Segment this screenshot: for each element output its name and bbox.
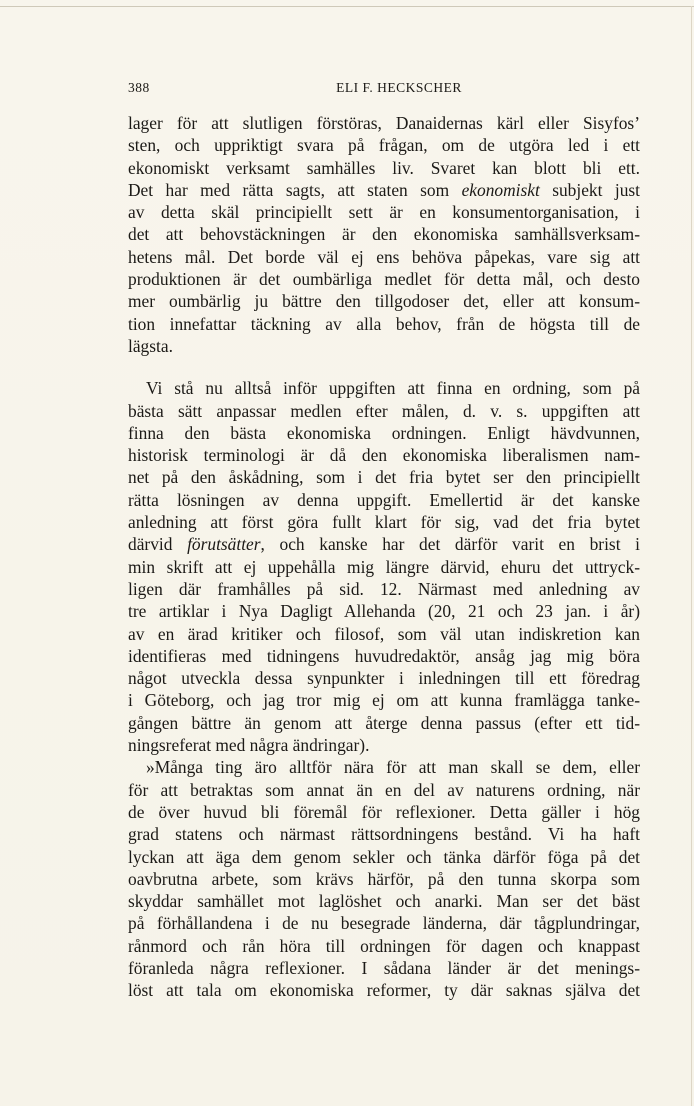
paragraph-2: [128, 377, 640, 756]
text-line: »Många ting äro alltför nära för att man skall se dem, eller: [146, 757, 640, 778]
body-text: [128, 112, 640, 1002]
page-header: [128, 80, 640, 100]
running-head: ELI F. HECKSCHER: [336, 80, 462, 95]
page-top-edge: [0, 6, 694, 7]
text-line: hetens mål. Det borde väl ej ens behöva påpekas, vare sig att: [128, 246, 640, 267]
text-line: finna den bästa ekonomiska ordningen. Enligt hävdvunnen,: [128, 422, 640, 443]
text-line: historisk terminologi är då den ekonomiska liberalismen nam-: [128, 445, 640, 466]
text-line: grad statens och närmast rättsordningens bestånd. Vi ha haft: [128, 824, 640, 845]
text-line: av en ärad kritiker och filosof, som väl utan indiskretion kan: [128, 623, 640, 644]
page-right-edge: [691, 6, 692, 1106]
text-line: tion innefattar täckning av alla behov, från de högsta till de: [128, 313, 640, 334]
text-line: Vi stå nu alltså inför uppgiften att finna en ordning, som på: [146, 378, 640, 399]
text-line: lägsta.: [128, 335, 173, 356]
text-line: net på den åskådning, som i det fria bytet ser den principiellt: [128, 467, 640, 488]
paragraph-gap: [128, 357, 640, 377]
text-run: därvid: [128, 534, 188, 555]
text-line: något utveckla dessa synpunkter i inledningen till ett föredrag: [128, 668, 640, 689]
text-line: tre artiklar i Nya Dagligt Allehanda (20, 21 och 23 jan. i år): [128, 601, 640, 622]
paragraph-3: [128, 756, 640, 1001]
text-line: rånmord och rån höra till ordningen för dagen och knappast: [128, 935, 640, 956]
text-line: sten, och uppriktigt svara på frågan, om de utgöra led i ett: [128, 135, 640, 156]
text-line: löst att tala om ekonomiska reformer, ty där saknas själva det: [128, 980, 640, 1001]
text-line: rätta lösningen av denna uppgift. Emellertid är det kanske: [128, 489, 640, 510]
text-line: för att betraktas som annat än en del av naturens ordning, när: [128, 779, 640, 800]
text-line: i Göteborg, och jag tror mig ej om att kunna framlägga tanke-: [128, 690, 640, 711]
text-line: anledning att först göra fullt klart för sig, vad det fria bytet: [128, 512, 640, 533]
text-line: [128, 533, 640, 555]
text-line: gången bättre än genom att återge denna passus (efter ett tid-: [128, 712, 640, 733]
text-line: av detta skäl principiellt sett är en konsumentorganisation, i: [128, 202, 640, 223]
text-line: ekonomiskt verksamt samhälles liv. Svaret kan blott bli ett.: [128, 157, 640, 178]
text-line: min skrift att ej uppehålla mig längre därvid, ehuru det uttryck-: [128, 556, 640, 577]
text-line: produktionen är det oumbärliga medlet för detta mål, och desto: [128, 269, 640, 290]
text-line: ningsreferat med några ändringar).: [128, 735, 370, 756]
text-line: skyddar samhället mot laglöshet och anarki. Man ser det bäst: [128, 891, 640, 912]
text-line: [128, 179, 640, 201]
text-run: subjekt just: [539, 179, 640, 200]
text-line: det att behovstäckningen är den ekonomiska samhällsverksam-: [128, 224, 640, 245]
text-line: lager för att slutligen förstöras, Danaidernas kärl eller Sisyfos’: [128, 113, 640, 133]
page-number: 388: [128, 80, 150, 95]
italic-term: förutsätter: [187, 534, 261, 555]
italic-term: ekonomiskt: [461, 179, 540, 200]
text-line: oavbrutna arbete, som krävs härför, på den tunna skorpa som: [128, 868, 640, 889]
text-line: lyckan att äga dem genom sekler och tänka därför föga på det: [128, 846, 640, 867]
text-line: föranleda några reflexioner. I sådana länder är det menings-: [128, 957, 640, 978]
text-line: mer oumbärlig ju bättre den tillgodoser det, eller att konsum-: [128, 291, 640, 312]
text-run: Det har med rätta sagts, att staten som: [128, 179, 462, 200]
text-line: ligen där framhålles på sid. 12. Närmast med anledning av: [128, 578, 640, 599]
text-line: på förhållandena i de nu besegrade länderna, där tågplundringar,: [128, 913, 640, 934]
text-line: bästa sätt anpassar medlen efter målen, d. v. s. uppgiften att: [128, 400, 640, 421]
text-run: , och kanske har det därför varit en brist i: [260, 534, 641, 555]
text-line: identifieras med tidningens huvudredaktör, ansåg jag mig böra: [128, 645, 640, 666]
paragraph-1: [128, 112, 640, 357]
text-line: de över huvud bli föremål för reflexioner. Detta gäller i hög: [128, 801, 640, 822]
